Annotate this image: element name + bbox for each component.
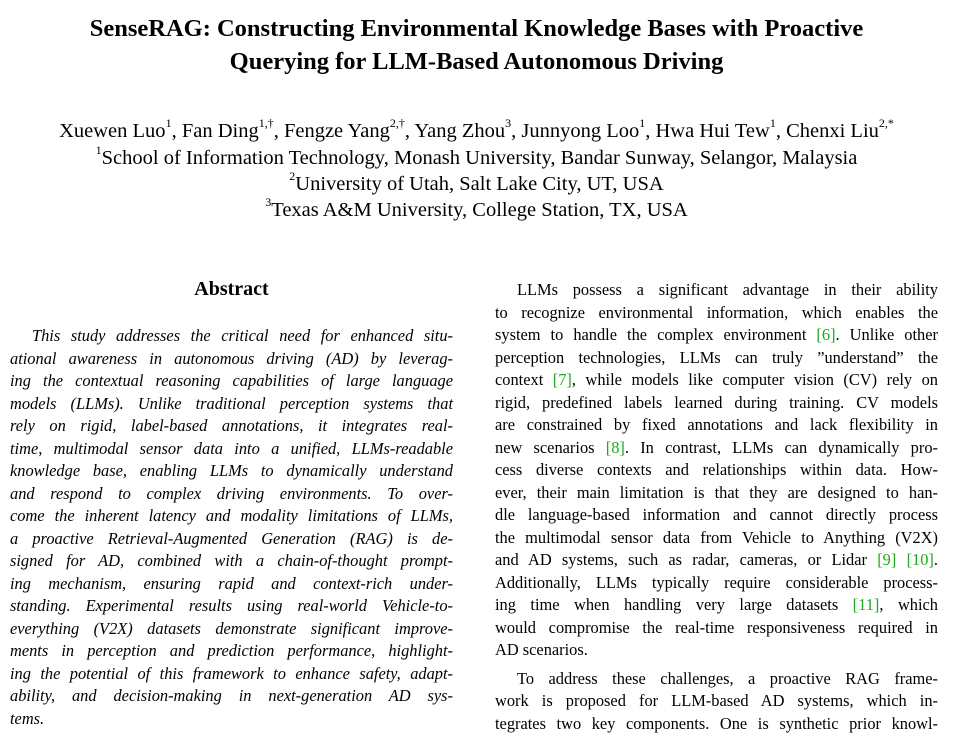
abstract-line: knowledge base, enabling LLMs to dynamically understand [10, 460, 453, 483]
intro-paragraph-1 [495, 279, 938, 662]
abstract-body [10, 325, 453, 730]
abstract-line: time, multimodal sensor data into a unified, LLMs-readable [10, 438, 453, 461]
abstract-line: and respond to complex driving environments. To over- [10, 483, 453, 506]
citation-link[interactable]: [9] [877, 550, 896, 569]
body-line: tegrates two key components. One is synthetic prior knowl- [495, 713, 938, 735]
title-line-2: Querying for LLM-Based Autonomous Driving [0, 45, 953, 78]
author-affiliation-mark: 1,† [259, 116, 274, 130]
body-line: ing time when handling very large datasets [11], which [495, 594, 938, 617]
title-line-1: SenseRAG: Constructing Environmental Knowledge Bases with Proactive [0, 12, 953, 45]
paper-title [0, 12, 953, 78]
author-name: Fan Ding [182, 120, 259, 142]
body-line: cess diverse contexts and relationships within data. How- [495, 459, 938, 482]
author-affiliation-mark: 2,* [879, 116, 894, 130]
author-affiliation-mark: 1 [166, 116, 172, 130]
abstract-heading: Abstract [10, 276, 453, 302]
intro-paragraph-2 [495, 668, 938, 735]
author-name: Hwa Hui Tew [655, 120, 769, 142]
citation-link[interactable]: [11] [853, 595, 880, 614]
citation-link[interactable]: [8] [606, 438, 625, 457]
body-line: work is proposed for LLM-based AD systems, which in- [495, 690, 938, 713]
abstract-line: ing the contextual reasoning capabilities of large language [10, 370, 453, 393]
affiliation-mark: 3 [265, 195, 271, 209]
author-name: Yang Zhou [414, 120, 505, 142]
affiliation-text: School of Information Technology, Monash University, Bandar Sunway, Selangor, Malaysia [102, 147, 858, 169]
body-line: AD scenarios. [495, 639, 938, 662]
abstract-line: signed for AD, combined with a chain-of-thought prompt- [10, 550, 453, 573]
abstract-line: standing. Experimental results using real-world Vehicle-to- [10, 595, 453, 618]
author-affiliation-mark: 2,† [390, 116, 405, 130]
abstract-line: ability, and decision-making in next-generation AD sys- [10, 685, 453, 708]
author-name: Chenxi Liu [786, 120, 879, 142]
affiliation-mark: 1 [96, 143, 102, 157]
citation-link[interactable]: [7] [553, 370, 572, 389]
body-line: LLMs possess a significant advantage in their ability [495, 279, 938, 302]
abstract-line: ing the potential of this framework to enhance safety, adapt- [10, 663, 453, 686]
author-affiliation-mark: 1 [770, 116, 776, 130]
abstract-line: models (LLMs). Unlike traditional perception systems that [10, 393, 453, 416]
affiliation [0, 197, 953, 223]
body-line: ever, their main limitation is that they are designed to han- [495, 482, 938, 505]
abstract-line: everything (V2X) datasets demonstrate significant improve- [10, 618, 453, 641]
abstract-line: a proactive Retrieval-Augmented Generation (RAG) is de- [10, 528, 453, 551]
body-line: and AD systems, such as radar, cameras, or Lidar [9] [10]. [495, 549, 938, 572]
abstract-line: come the inherent latency and modality limitations of LLMs, [10, 505, 453, 528]
affiliation-mark: 2 [289, 169, 295, 183]
body-line: new scenarios [8]. In contrast, LLMs can dynamically pro- [495, 437, 938, 460]
author-affiliation-mark: 3 [505, 116, 511, 130]
affiliation-text: Texas A&M University, College Station, TX, USA [271, 199, 688, 221]
abstract-line: This study addresses the critical need for enhanced situ- [10, 325, 453, 348]
body-line: to recognize environmental information, which enables the [495, 302, 938, 325]
abstract-line: ments in perception and prediction performance, highlight- [10, 640, 453, 663]
author-name: Junnyong Loo [521, 120, 639, 142]
body-line: dle language-based information and cannot directly process [495, 504, 938, 527]
body-line: Additionally, LLMs typically require considerable process- [495, 572, 938, 595]
introduction-column [495, 279, 938, 735]
abstract-line: tems. [10, 708, 453, 731]
abstract-line: rely on rigid, label-based annotations, it integrates real- [10, 415, 453, 438]
citation-link[interactable]: [10] [907, 550, 934, 569]
body-line: would compromise the real-time responsiveness required in [495, 617, 938, 640]
author-list: Xuewen Luo$^1$, Fan Ding$^{1,\dagger}$, Fengze Yang$^{2,\dagger}$, Yang Zhou$^3$, Junnyong Loo$^1$, Hwa Hui Tew$^1$, Chenxi Liu$^{2,*}$ [0, 118, 953, 144]
abstract-line: ing mechanism, ensuring rapid and context-rich under- [10, 573, 453, 596]
author-name: Xuewen Luo [59, 120, 165, 142]
body-line: are constrained by fixed annotations and lack flexibility in [495, 414, 938, 437]
body-line: To address these challenges, a proactive RAG frame- [495, 668, 938, 691]
body-line: the multimodal sensor data from Vehicle to Anything (V2X) [495, 527, 938, 550]
author-affiliation-mark: 1 [639, 116, 645, 130]
affiliation [0, 145, 953, 171]
affiliation-text: University of Utah, Salt Lake City, UT, USA [295, 173, 663, 195]
body-line: rigid, predefined labels learned during training. CV models [495, 392, 938, 415]
author-name: Fengze Yang [284, 120, 390, 142]
abstract-line: ational awareness in autonomous driving (AD) by leverag- [10, 348, 453, 371]
affiliation [0, 171, 953, 197]
citation-link[interactable]: [6] [816, 325, 835, 344]
body-line: context [7], while models like computer vision (CV) rely on [495, 369, 938, 392]
body-line: system to handle the complex environment [6]. Unlike other [495, 324, 938, 347]
body-line: perception technologies, LLMs can truly ”understand” the [495, 347, 938, 370]
